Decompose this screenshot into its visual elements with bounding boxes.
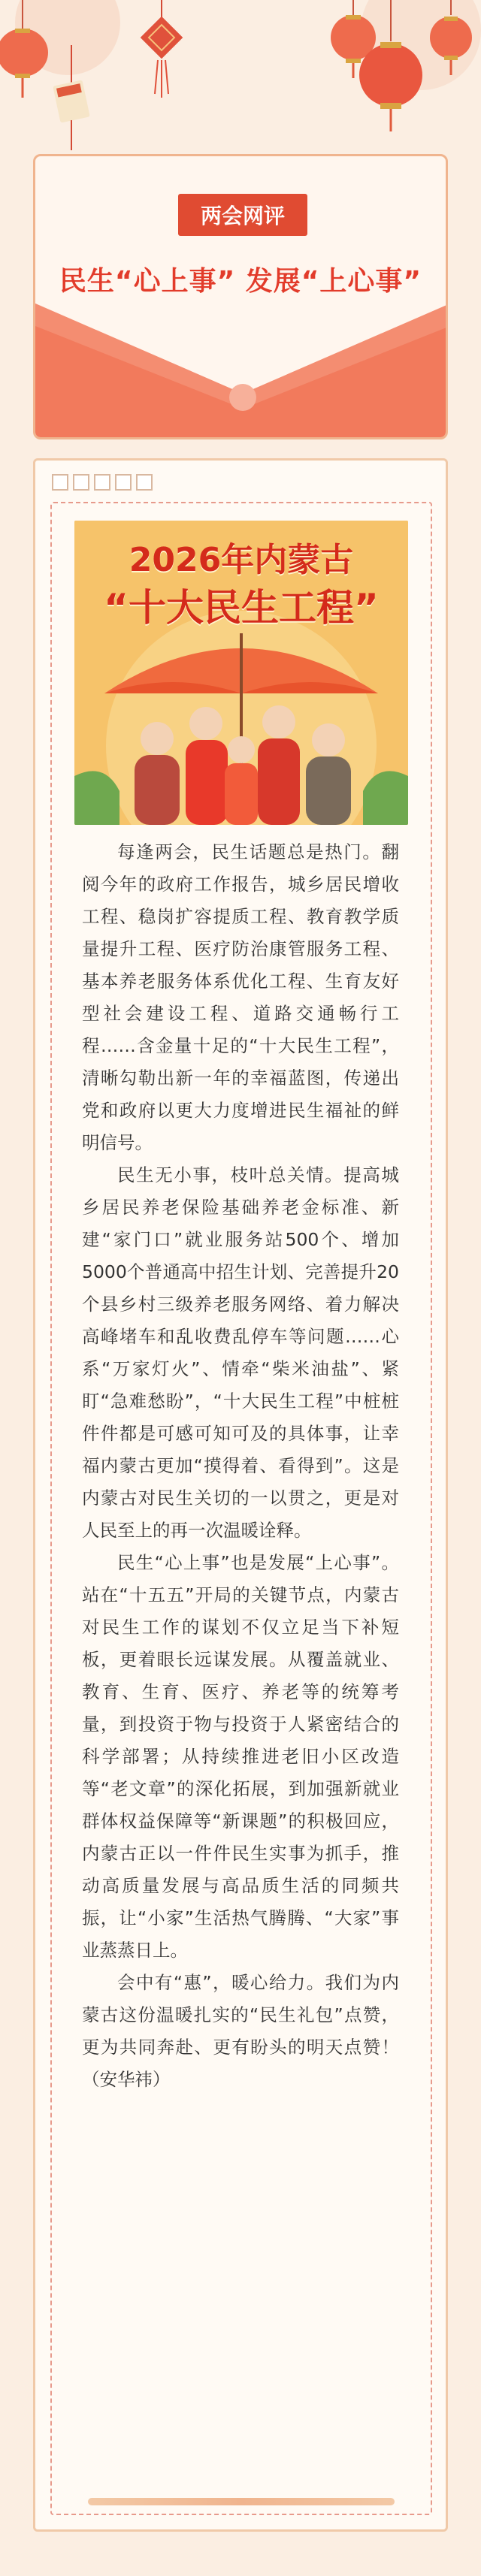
poster-main-title: “十大民生工程” xyxy=(104,586,379,630)
header-card xyxy=(33,154,448,439)
envelope-decoration xyxy=(35,304,448,439)
article-card xyxy=(33,458,448,2532)
poster-image xyxy=(74,521,408,825)
article-paragraph: 会中有“惠”，暖心给力。我们为内蒙古这份温暖扎实的“民生礼包”点赞，更为共同奔赴、更有盼头的明天点赞！（安华祎） xyxy=(82,1972,399,2090)
decor-squares xyxy=(52,474,153,491)
article-body xyxy=(82,836,399,2096)
column-badge: 两会网评 xyxy=(178,194,307,236)
article-paragraph: 民生“心上事”也是发展“上心事”。站在“十五五”开局的关键节点，内蒙古对民生工作的谋划不仅立足当下补短板，更着眼长远谋发展。从覆盖就业、教育、生育、医疗、养老等的统筹考量，到投资于物与投资于人紧密结合的科学部署；从持续推进老旧小区改造等“老文章”的深化拓展，到加强新就业群体权益保障等“新课题”的积极回应，内蒙古正以一件件民生实事为抓手，推动高质量发展与高品质生活的同频共振，让“小家”生活热气腾腾、“大家”事业蒸蒸日上。 xyxy=(82,1552,399,1961)
article-paragraph: 每逢两会，民生话题总是热门。翻阅今年的政府工作报告，城乡居民增收工程、稳岗扩容提质工程、教育教学质量提升工程、医疗防治康管服务工程、基本养老服务体系优化工程、生育友好型社会建设工程、道路交通畅行工程……含金量十足的“十大民生工程”，清晰勾勒出新一年的幸福蓝图，传递出党和政府以更大力度增进民生福祉的鲜明信号。 xyxy=(82,841,399,1153)
header-decoration xyxy=(0,0,481,150)
page-title: 民生“心上事” 发展“上心事” xyxy=(59,266,422,297)
footer-divider xyxy=(88,2498,395,2505)
poster-year-title: 2026年内蒙古 xyxy=(129,541,354,579)
article-paragraph: 民生无小事，枝叶总关情。提高城乡居民养老保险基础养老金标准、新建“家门口”就业服务站500个、增加5000个普通高中招生计划、完善提升20个县乡村三级养老服务网络、着力解决高峰堵车和乱收费乱停车等问题……心系“万家灯火”、情牵“柴米油盐”、紧盯“急难愁盼”，“十大民生工程”中桩桩件件都是可感可知可及的具体事，让幸福内蒙古更加“摸得着、看得到”。这是内蒙古对民生关切的一以贯之，更是对人民至上的再一次温暖诠释。 xyxy=(82,1164,399,1541)
